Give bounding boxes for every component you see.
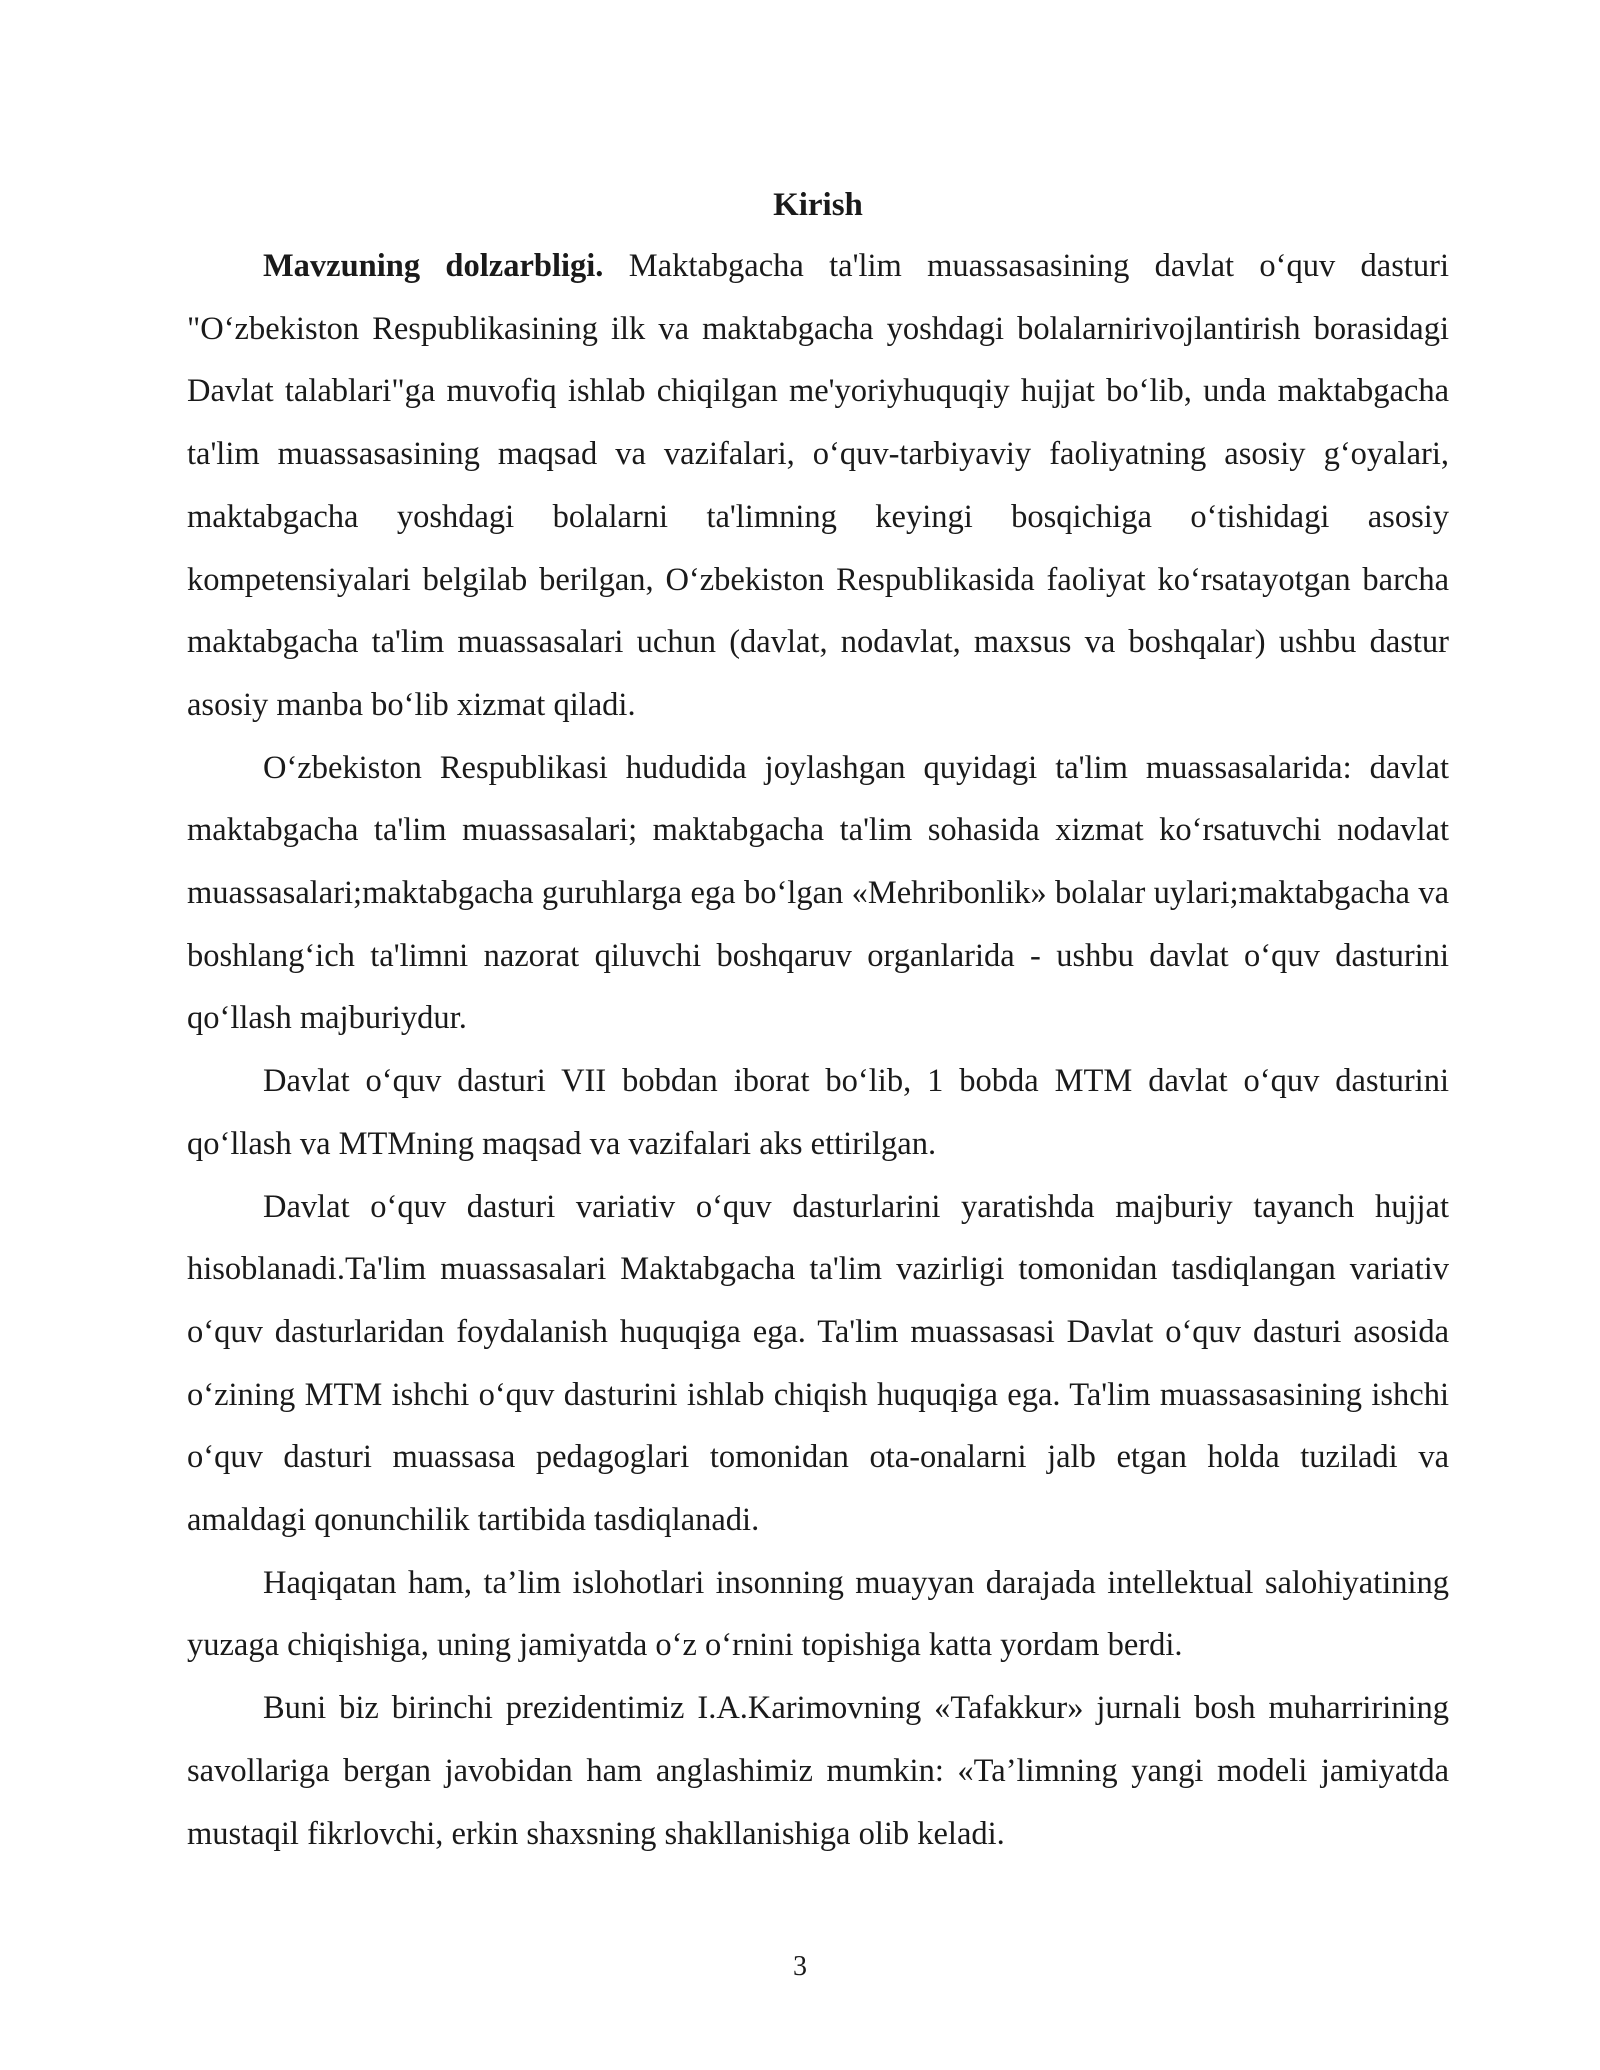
paragraph-karimov-quote: Buni biz birinchi prezidentimiz I.A.Karimovning «Tafakkur» jurnali bosh muharririning savollariga bergan javobidan ham anglashimiz mumkin: «Ta’limning yangi modeli jamiyatda mustaqil fikrlovchi, erkin shaxsning shakllanishiga olib keladi. [187,1690,1449,1852]
paragraph-chapters: Davlat o‘quv dasturi VII bobdan iborat bo‘lib, 1 bobda MTM davlat o‘quv dasturini qo‘llash va MTMning maqsad va vazifalari aks ettirilgan. [187,1063,1449,1162]
paragraph-variative-programs: Davlat o‘quv dasturi variativ o‘quv dasturlarini yaratishda majburiy tayanch hujjat hisoblanadi.Ta'lim muassasalari Maktabgacha ta'lim vazirligi tomonidan tasdiqlangan variativ o‘quv dasturlaridan foydalanish huquqiga ega. Ta'lim muassasasi Davlat o‘quv dasturi asosida o‘zining MTM ishchi o‘quv dasturini ishlab chiqish huquqiga ega. Ta'lim muassasasining ishchi o‘quv dasturi muassasa pedagoglari tomonidan ota-onalarni jalb etgan holda tuziladi va amaldagi qonunchilik tartibida tasdiqlanadi. [187,1188,1449,1539]
paragraph-relevance [187,235,1449,737]
paragraph-lead-heading: Mavzuning dolzarbligi. [263,248,604,284]
paragraph-institutions: O‘zbekiston Respublikasi hududida joylashgan quyidagi ta'lim muassasalarida: davlat maktabgacha ta'lim muassasalari; maktabgacha ta'lim sohasida xizmat ko‘rsatuvchi nodavlat muassasalari;maktabgacha guruhlarga ega bo‘lgan «Mehribonlik» bolalar uylari;maktabgacha va boshlang‘ich ta'limni nazorat qiluvchi boshqaruv organlarida - ushbu davlat o‘quv dasturini qo‘llash majburiydur. [187,749,1449,1037]
page-title: Kirish [773,187,863,223]
paragraph-text: Maktabgacha ta'lim muassasasining davlat o‘quv dasturi "O‘zbekiston Respublikasining ilk va maktabgacha yoshdagi bolalarnirivojlantirish borasidagi Davlat talablari"ga muvofiq ishlab chiqilgan me'yoriyhuquqiy hujjat bo‘lib, unda maktabgacha ta'lim muassasasining maqsad va vazifalari, o‘quv-tarbiyaviy faoliyatning asosiy g‘oyalari, maktabgacha yoshdagi bolalarni ta'limning keyingi bosqichiga o‘tishidagi asosiy kompetensiyalari belgilab berilgan, O‘zbekiston Respublikasida faoliyat ko‘rsatayotgan barcha maktabgacha ta'lim muassasalari uchun (davlat, nodavlat, maxsus va boshqalar) ushbu dastur asosiy manba bo‘lib xizmat qiladi. [187,248,1449,723]
paragraph-reforms: Haqiqatan ham, ta’lim islohotlari insonning muayyan darajada intellektual salohiyatining yuzaga chiqishiga, uning jamiyatda o‘z o‘rnini topishiga katta yordam berdi. [187,1564,1449,1664]
page-number: 3 [793,1951,807,1982]
document-page [187,185,1449,1865]
